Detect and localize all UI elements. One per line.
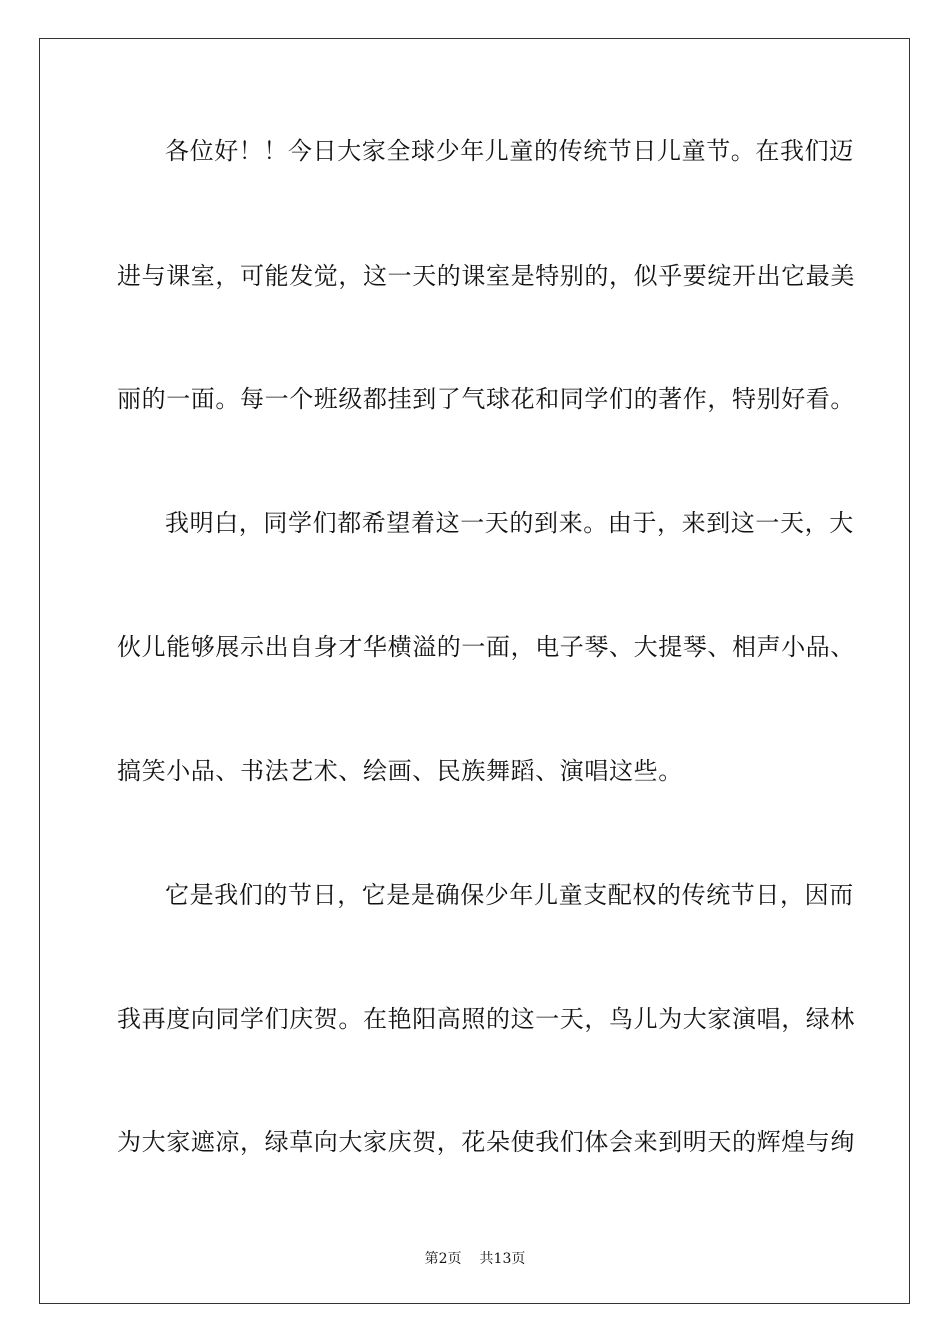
paragraph-1-line-1: 各位好！！今日大家全球少年儿童的传统节日儿童节。在我们迈 (165, 137, 854, 165)
paragraph-3-line-2: 我再度向同学们庆贺。在艳阳高照的这一天，鸟儿为大家演唱，绿林 (117, 1005, 855, 1033)
paragraph-3-line-1: 它是我们的节日，它是是确保少年儿童支配权的传统节日，因而 (165, 881, 854, 909)
paragraph-3-line-3: 为大家遮凉，绿草向大家庆贺，花朵使我们体会来到明天的辉煌与绚 (117, 1128, 855, 1156)
page-total: 共13页 (479, 1251, 526, 1267)
page-border (39, 38, 910, 1304)
paragraph-1-line-3: 丽的一面。每一个班级都挂到了气球花和同学们的著作，特别好看。 (117, 385, 855, 413)
paragraph-2-line-3: 搞笑小品、书法艺术、绘画、民族舞蹈、演唱这些。 (117, 757, 683, 785)
page-number: 第2页 (424, 1251, 462, 1267)
paragraph-2-line-1: 我明白，同学们都希望着这一天的到来。由于，来到这一天，大 (165, 509, 854, 537)
page-footer (0, 1248, 950, 1268)
paragraph-2-line-2: 伙儿能够展示出自身才华横溢的一面，电子琴、大提琴、相声小品、 (117, 633, 855, 661)
paragraph-1-line-2: 进与课室，可能发觉，这一天的课室是特别的，似乎要绽开出它最美 (117, 262, 855, 290)
